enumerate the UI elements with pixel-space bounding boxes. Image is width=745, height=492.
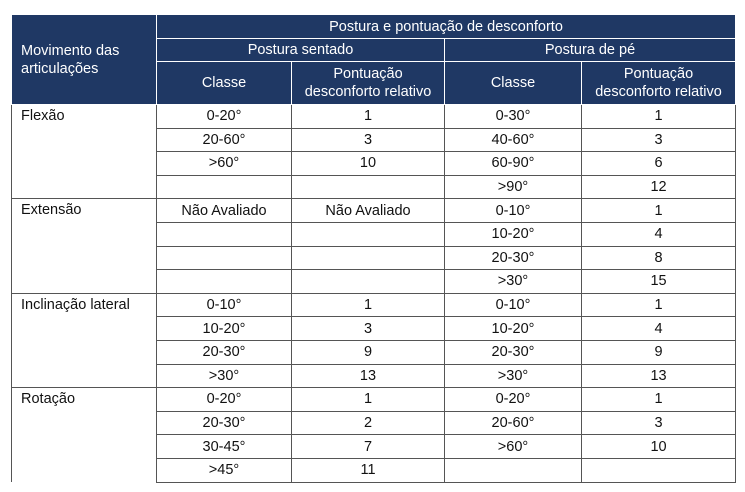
standing-score-cell: 4	[582, 222, 736, 246]
seated-score-cell: 13	[292, 364, 445, 388]
seated-class-cell: Não Avaliado	[157, 199, 292, 223]
seated-score-cell	[292, 246, 445, 270]
standing-class-cell: >30°	[445, 270, 582, 294]
seated-class-cell: >30°	[157, 364, 292, 388]
movement-cell: Rotação	[12, 388, 157, 482]
standing-class-cell: 0-10°	[445, 293, 582, 317]
movement-cell: Extensão	[12, 199, 157, 293]
standing-header: Postura de pé	[445, 39, 736, 62]
seated-class-cell	[157, 270, 292, 294]
standing-score-cell: 10	[582, 435, 736, 459]
standing-class-cell: 40-60°	[445, 128, 582, 152]
standing-score-cell: 12	[582, 175, 736, 199]
standing-score-cell: 3	[582, 411, 736, 435]
standing-class-cell: 20-30°	[445, 340, 582, 364]
table-row	[12, 388, 736, 412]
seated-score-cell	[292, 175, 445, 199]
table-row	[12, 199, 736, 223]
seated-class-cell: >45°	[157, 458, 292, 482]
standing-score-cell: 9	[582, 340, 736, 364]
seated-class-cell: 0-20°	[157, 388, 292, 412]
seated-class-cell: 30-45°	[157, 435, 292, 459]
standing-class-cell: 0-10°	[445, 199, 582, 223]
seated-score-cell: 2	[292, 411, 445, 435]
standing-class-cell: 0-20°	[445, 388, 582, 412]
seated-class-cell: 20-60°	[157, 128, 292, 152]
seated-class-cell: 0-10°	[157, 293, 292, 317]
seated-score-cell: Não Avaliado	[292, 199, 445, 223]
standing-score-cell: 6	[582, 152, 736, 176]
standing-class-cell: >30°	[445, 364, 582, 388]
seated-class-cell	[157, 222, 292, 246]
standing-class-cell: 10-20°	[445, 222, 582, 246]
seated-score-cell: 3	[292, 128, 445, 152]
seated-class-cell	[157, 175, 292, 199]
standing-score-cell: 4	[582, 317, 736, 341]
seated-class-cell: 20-30°	[157, 340, 292, 364]
table-row	[12, 105, 736, 129]
movement-header: Movimento das articulações	[12, 15, 157, 105]
seated-class-cell	[157, 246, 292, 270]
standing-score-cell: 13	[582, 364, 736, 388]
standing-score-cell: 1	[582, 199, 736, 223]
movement-cell: Inclinação lateral	[12, 293, 157, 387]
seated-score-cell	[292, 222, 445, 246]
seated-score-header: Pontuação desconforto relativo	[292, 62, 445, 105]
standing-class-cell	[445, 458, 582, 482]
standing-class-cell: 0-30°	[445, 105, 582, 129]
seated-header: Postura sentado	[157, 39, 445, 62]
seated-class-cell: 20-30°	[157, 411, 292, 435]
seated-score-cell	[292, 270, 445, 294]
standing-score-header: Pontuação desconforto relativo	[582, 62, 736, 105]
seated-score-cell: 1	[292, 388, 445, 412]
standing-class-cell: 20-60°	[445, 411, 582, 435]
seated-score-cell: 1	[292, 293, 445, 317]
seated-score-cell: 1	[292, 105, 445, 129]
standing-class-cell: 60-90°	[445, 152, 582, 176]
standing-score-cell: 3	[582, 128, 736, 152]
discomfort-table	[11, 14, 736, 483]
standing-score-cell: 1	[582, 293, 736, 317]
standing-score-cell: 15	[582, 270, 736, 294]
posture-score-header: Postura e pontuação de desconforto	[157, 15, 736, 39]
standing-score-cell: 1	[582, 388, 736, 412]
seated-class-cell: 0-20°	[157, 105, 292, 129]
seated-score-cell: 3	[292, 317, 445, 341]
table-row	[12, 293, 736, 317]
standing-class-cell: >90°	[445, 175, 582, 199]
seated-score-cell: 9	[292, 340, 445, 364]
seated-class-cell: >60°	[157, 152, 292, 176]
standing-score-cell: 1	[582, 105, 736, 129]
seated-score-cell: 11	[292, 458, 445, 482]
standing-class-cell: 10-20°	[445, 317, 582, 341]
standing-score-cell	[582, 458, 736, 482]
standing-score-cell: 8	[582, 246, 736, 270]
standing-class-cell: 20-30°	[445, 246, 582, 270]
seated-score-cell: 10	[292, 152, 445, 176]
seated-class-header: Classe	[157, 62, 292, 105]
seated-class-cell: 10-20°	[157, 317, 292, 341]
movement-cell: Flexão	[12, 105, 157, 199]
seated-score-cell: 7	[292, 435, 445, 459]
standing-class-cell: >60°	[445, 435, 582, 459]
standing-class-header: Classe	[445, 62, 582, 105]
